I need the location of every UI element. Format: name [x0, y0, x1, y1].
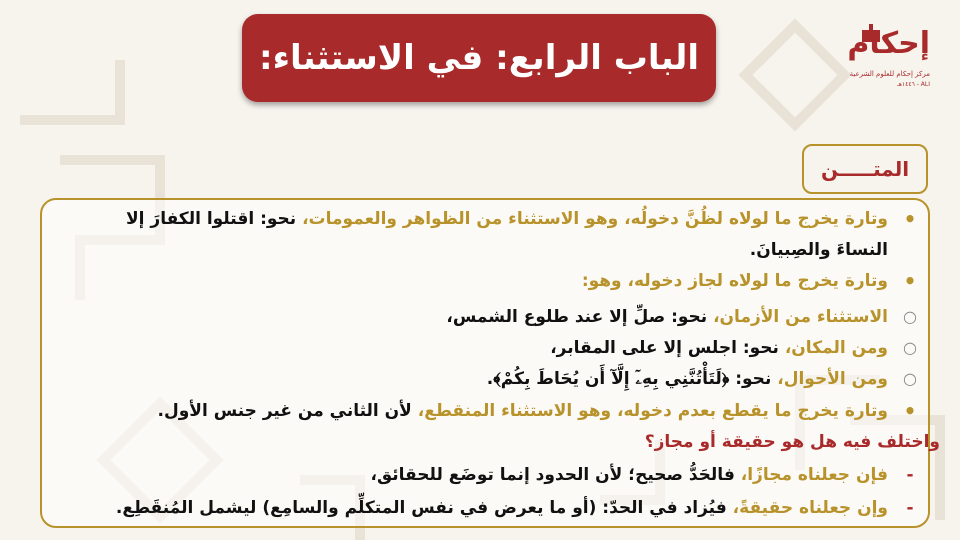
dash-bullet-icon: -: [906, 498, 914, 518]
circle-bullet-icon: ○: [903, 338, 917, 357]
text-segment: النساءَ والصِبيانَ.: [749, 240, 888, 260]
text-line: [40, 427, 940, 457]
bullet-icon: •: [903, 207, 917, 231]
text-segment: وإن جعلناه حقيقةً،: [726, 498, 888, 518]
dash-bullet-icon: -: [906, 465, 914, 485]
text-line: [40, 364, 888, 394]
text-segment: نحو: صلِّ إلا عند طلوع الشمس،: [446, 307, 708, 327]
text-segment: نحو: اقتلوا الكفارَ إلا: [126, 209, 297, 229]
text-segment: نحو: ﴿لَتَأْتُنَّنِي بِهِۦٓ إِلَّآ أَن يُحَاطَ بِكُمْ﴾.: [486, 369, 772, 389]
text-line: [40, 333, 888, 363]
logo-tagline: ALI - ١٤٤٦هـ: [896, 81, 930, 88]
logo-subtitle: مركز إحكام للعلوم الشرعية: [849, 70, 930, 78]
page-title: الباب الرابع: في الاستثناء:: [258, 38, 699, 78]
title-banner: [242, 14, 716, 102]
matn-tab: [802, 144, 928, 194]
text-segment: وتارة يخرج ما يقطع بعدم دخوله، وهو الاستثناء المنقطع،: [411, 401, 888, 421]
matn-label: المتـــــن: [820, 157, 910, 181]
text-segment: الاستثناء من الأزمان،: [707, 307, 888, 327]
logo: [848, 26, 934, 96]
text-segment: وتارة يخرج ما لولاه لجاز دخوله، وهو:: [581, 271, 888, 291]
logo-wordmark: إحكام: [847, 26, 930, 61]
text-segment: نحو: اجلس إلا على المقابر،: [550, 338, 779, 358]
text-segment: لأن الثاني من غير جنس الأول.: [157, 401, 412, 421]
text-segment: فإن جعلناه مجازًا،: [734, 465, 888, 485]
text-line: [40, 266, 888, 296]
text-segment: ومن المكان،: [778, 338, 888, 358]
text-line: [40, 493, 888, 523]
text-line: [40, 302, 888, 332]
text-line: [40, 204, 888, 234]
text-line: [40, 235, 888, 265]
text-segment: فيُزاد في الحدّ: (أو ما يعرض في نفس المتكلِّم والسامِع) ليشمل المُنقَطِع.: [115, 498, 727, 518]
circle-bullet-icon: ○: [903, 369, 917, 388]
text-line: [40, 460, 888, 490]
circle-bullet-icon: ○: [903, 307, 917, 326]
text-segment: ومن الأحوال،: [771, 369, 888, 389]
bullet-icon: •: [903, 399, 917, 423]
text-segment: واختلف فيه هل هو حقيقة أو مجاز؟: [644, 432, 940, 452]
text-segment: وتارة يخرج ما لولاه لظُنَّ دخولُه، وهو الاستثناء من الظواهر والعمومات،: [296, 209, 888, 229]
bullet-icon: •: [903, 269, 917, 293]
text-segment: فالحَدُّ صحيح؛ لأن الحدود إنما توضَع للحقائق،: [370, 465, 735, 485]
text-line: [40, 396, 888, 426]
